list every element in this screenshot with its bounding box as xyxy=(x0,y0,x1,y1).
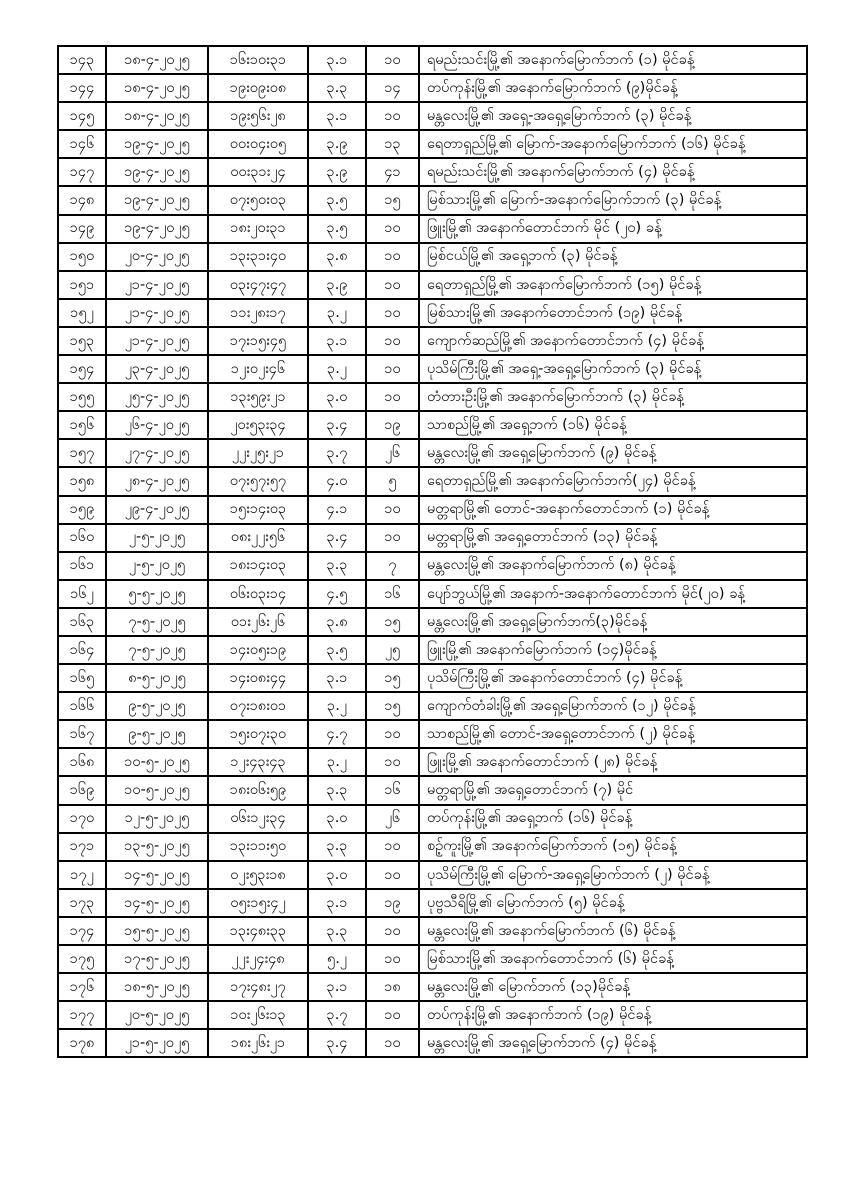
cell-magnitude: ၃.၁ xyxy=(308,327,366,355)
table-row xyxy=(58,1029,807,1057)
cell-time: ၂၂း၂၄း၄၈ xyxy=(208,945,308,973)
cell-no: ၁၄၄ xyxy=(58,74,106,102)
cell-time: ၀၆း၁၂း၃၄ xyxy=(208,805,308,833)
cell-no: ၁၆၂ xyxy=(58,580,106,608)
table-row xyxy=(58,973,807,1001)
cell-location: ကျောက်တံခါးမြို့၏ အရှေ့မြောက်ဘက် (၁၂) မိုင်ခန့် xyxy=(419,692,807,720)
table-row xyxy=(58,720,807,748)
cell-time: ၁၃း၃၁း၄၀ xyxy=(208,243,308,271)
cell-date: ၂၉-၄-၂၀၂၅ xyxy=(106,496,208,524)
cell-date: ၂-၅-၂၀၂၅ xyxy=(106,552,208,580)
cell-magnitude: ၃.၁ xyxy=(308,973,366,1001)
cell-location: မတ္တရာမြို့၏ တောင်-အနောက်တောင်ဘက် (၁) မိုင်ခန့် xyxy=(419,496,807,524)
cell-date: ၂-၅-၂၀၂၅ xyxy=(106,524,208,552)
cell-no: ၁၇၂ xyxy=(58,861,106,889)
cell-depth: ၁၅ xyxy=(366,608,419,636)
cell-location: ရမည်းသင်းမြို့၏ အနောက်မြောက်ဘက် (၄) မိုင်ခန့် xyxy=(419,158,807,186)
cell-date: ၈-၅-၂၀၂၅ xyxy=(106,664,208,692)
cell-magnitude: ၃.၃ xyxy=(308,776,366,804)
cell-magnitude: ၃.၀ xyxy=(308,861,366,889)
cell-magnitude: ၃.၂ xyxy=(308,299,366,327)
cell-magnitude: ၃.၃ xyxy=(308,833,366,861)
cell-no: ၁၅၇ xyxy=(58,439,106,467)
cell-magnitude: ၃.၃ xyxy=(308,74,366,102)
table-row xyxy=(58,186,807,214)
cell-no: ၁၅၉ xyxy=(58,496,106,524)
cell-depth: ၁၅ xyxy=(366,186,419,214)
cell-no: ၁၇၇ xyxy=(58,1001,106,1029)
table-row xyxy=(58,46,807,74)
cell-time: ၁၁း၂၈း၁၇ xyxy=(208,299,308,327)
cell-time: ၂၂း၂၅း၂၁ xyxy=(208,439,308,467)
cell-no: ၁၅၀ xyxy=(58,243,106,271)
cell-date: ၁၉-၄-၂၀၂၅ xyxy=(106,158,208,186)
cell-location: မတ္တရာမြို့၏ အရှေ့တောင်ဘက် (၁၃) မိုင်ခန့် xyxy=(419,524,807,552)
table-row xyxy=(58,355,807,383)
cell-location: တပ်ကုန်းမြို့၏ အရှေ့ဘက် (၁၆) မိုင်ခန့် xyxy=(419,805,807,833)
cell-depth: ၁၀ xyxy=(366,271,419,299)
cell-magnitude: ၃.၇ xyxy=(308,439,366,467)
table-row xyxy=(58,889,807,917)
cell-location: မတ္တရာမြို့၏ အရှေ့တောင်ဘက် (၇) မိုင် xyxy=(419,776,807,804)
cell-depth: ၁၀ xyxy=(366,917,419,945)
cell-depth: ၁၀ xyxy=(366,215,419,243)
cell-no: ၁၅၄ xyxy=(58,355,106,383)
cell-no: ၁၇၁ xyxy=(58,833,106,861)
table-row xyxy=(58,299,807,327)
table-row xyxy=(58,467,807,495)
cell-depth: ၁၉ xyxy=(366,411,419,439)
cell-no: ၁၇၄ xyxy=(58,917,106,945)
cell-date: ၇-၅-၂၀၂၅ xyxy=(106,608,208,636)
cell-magnitude: ၃.၁ xyxy=(308,102,366,130)
cell-location: တံတားဦးမြို့၏ အနောက်မြောက်ဘက် (၃) မိုင်ခန့် xyxy=(419,383,807,411)
cell-date: ၁၈-၄-၂၀၂၅ xyxy=(106,46,208,74)
cell-location: ရမည်းသင်းမြို့၏ အနောက်မြောက်ဘက် (၁) မိုင်ခန့် xyxy=(419,46,807,74)
cell-depth: ၅ xyxy=(366,467,419,495)
cell-location: ပုဗ္ဗသီရိမြို့၏ မြောက်ဘက် (၅) မိုင်ခန့် xyxy=(419,889,807,917)
table-row xyxy=(58,158,807,186)
cell-date: ၂၇-၄-၂၀၂၅ xyxy=(106,439,208,467)
cell-magnitude: ၄.၁ xyxy=(308,496,366,524)
cell-time: ၁၅း၀၇း၃၀ xyxy=(208,720,308,748)
cell-date: ၁၀-၅-၂၀၂၅ xyxy=(106,748,208,776)
cell-no: ၁၄၆ xyxy=(58,130,106,158)
table-row xyxy=(58,74,807,102)
cell-depth: ၁၀ xyxy=(366,1001,419,1029)
cell-location: တပ်ကုန်းမြို့၏ အနောက်မြောက်ဘက် (၉)မိုင်ခန့် xyxy=(419,74,807,102)
cell-depth: ၁၀ xyxy=(366,748,419,776)
cell-no: ၁၆၃ xyxy=(58,608,106,636)
cell-depth: ၁၀ xyxy=(366,861,419,889)
cell-magnitude: ၃.၈ xyxy=(308,608,366,636)
cell-magnitude: ၅.၂ xyxy=(308,945,366,973)
cell-date: ၂၆-၄-၂၀၂၅ xyxy=(106,411,208,439)
cell-depth: ၁၀ xyxy=(366,102,419,130)
cell-no: ၁၄၅ xyxy=(58,102,106,130)
cell-magnitude: ၃.၀ xyxy=(308,805,366,833)
cell-date: ၂၀-၄-၂၀၂၅ xyxy=(106,243,208,271)
table-row xyxy=(58,383,807,411)
table-row xyxy=(58,411,807,439)
cell-magnitude: ၃.၉ xyxy=(308,130,366,158)
cell-time: ၁၆း၁၀း၃၁ xyxy=(208,46,308,74)
cell-location: ပုသိမ်ကြီးမြို့၏ အရှေ့-အရှေ့မြောက်ဘက် (၃) မိုင်ခန့် xyxy=(419,355,807,383)
cell-no: ၁၄၉ xyxy=(58,215,106,243)
cell-time: ၀၃း၄၇း၄၇ xyxy=(208,271,308,299)
table-row xyxy=(58,1001,807,1029)
cell-no: ၁၇၀ xyxy=(58,805,106,833)
cell-location: မန္တလေးမြို့၏ အနောက်မြောက်ဘက် (၆) မိုင်ခန့် xyxy=(419,917,807,945)
cell-no: ၁၅၈ xyxy=(58,467,106,495)
cell-location: ရေတာရှည်မြို့၏ အနောက်မြောက်ဘက်(၂၄) မိုင်ခန့် xyxy=(419,467,807,495)
cell-time: ၀၁း၂၆း၂၆ xyxy=(208,608,308,636)
cell-time: ၁၉း၀၉း၀၈ xyxy=(208,74,308,102)
cell-location: ကျောက်ဆည်မြို့၏ အနောက်တောင်ဘက် (၄) မိုင်ခန့် xyxy=(419,327,807,355)
cell-magnitude: ၃.၅ xyxy=(308,215,366,243)
cell-date: ၂၁-၄-၂၀၂၅ xyxy=(106,299,208,327)
table-row xyxy=(58,496,807,524)
cell-date: ၁၄-၅-၂၀၂၅ xyxy=(106,861,208,889)
cell-magnitude: ၃.၉ xyxy=(308,158,366,186)
cell-depth: ၂၆ xyxy=(366,439,419,467)
cell-location: မြစ်ငယ်မြို့၏ အရှေ့ဘက် (၃) မိုင်ခန့် xyxy=(419,243,807,271)
cell-location: မန္တလေးမြို့၏ အရှေ့မြောက်ဘက်(၃)မိုင်ခန့် xyxy=(419,608,807,636)
table-row xyxy=(58,271,807,299)
cell-depth: ၁၀ xyxy=(366,496,419,524)
table-row xyxy=(58,636,807,664)
cell-magnitude: ၃.၀ xyxy=(308,383,366,411)
cell-location: မြစ်သားမြို့၏ အနောက်တောင်ဘက် (၁၉) မိုင်ခန့် xyxy=(419,299,807,327)
table-row xyxy=(58,524,807,552)
cell-depth: ၁၀ xyxy=(366,383,419,411)
cell-time: ၁၃း၄၈း၃၃ xyxy=(208,917,308,945)
cell-no: ၁၆၄ xyxy=(58,636,106,664)
cell-location: ပုသိမ်ကြီးမြို့၏ မြောက်-အရှေ့မြောက်ဘက် (၂) မိုင်ခန့် xyxy=(419,861,807,889)
table-wrap xyxy=(57,45,808,1058)
cell-date: ၂၈-၄-၂၀၂၅ xyxy=(106,467,208,495)
cell-magnitude: ၃.၃ xyxy=(308,917,366,945)
cell-no: ၁၄၃ xyxy=(58,46,106,74)
table-row xyxy=(58,945,807,973)
cell-magnitude: ၃.၇ xyxy=(308,1001,366,1029)
cell-magnitude: ၃.၁ xyxy=(308,46,366,74)
cell-location: စဉ့်ကူးမြို့၏ အနောက်မြောက်ဘက် (၁၅) မိုင်ခန့် xyxy=(419,833,807,861)
cell-location: မြစ်သားမြို့၏ မြောက်-အနောက်မြောက်ဘက် (၃) မိုင်ခန့် xyxy=(419,186,807,214)
cell-date: ၅-၅-၂၀၂၅ xyxy=(106,580,208,608)
table-row xyxy=(58,692,807,720)
cell-time: ၁၅း၁၄း၀၃ xyxy=(208,496,308,524)
table-row xyxy=(58,215,807,243)
cell-location: မန္တလေးမြို့၏ အရှေ့မြောက်ဘက် (၄) မိုင်ခန့် xyxy=(419,1029,807,1057)
cell-location: သာစည်မြို့၏ အရှေ့ဘက် (၁၆) မိုင်ခန့် xyxy=(419,411,807,439)
cell-date: ၁၈-၅-၂၀၂၅ xyxy=(106,973,208,1001)
cell-location: မန္တလေးမြို့၏ အရှေ့မြောက်ဘက် (၉) မိုင်ခန့် xyxy=(419,439,807,467)
table-row xyxy=(58,608,807,636)
cell-date: ၁၉-၄-၂၀၂၅ xyxy=(106,130,208,158)
cell-time: ၁၄း၀၈း၄၄ xyxy=(208,664,308,692)
table-row xyxy=(58,664,807,692)
cell-location: ရေတာရှည်မြို့၏ မြောက်-အနောက်မြောက်ဘက် (၁၆) မိုင်ခန့် xyxy=(419,130,807,158)
cell-location: ဖြူးမြို့၏ အနောက်တောင်ဘက် မိုင် (၂၀) ခန့် xyxy=(419,215,807,243)
table-row xyxy=(58,748,807,776)
cell-no: ၁၅၅ xyxy=(58,383,106,411)
earthquake-table-body xyxy=(58,46,807,1057)
cell-magnitude: ၃.၉ xyxy=(308,271,366,299)
cell-time: ၀၇း၅၀း၀၃ xyxy=(208,186,308,214)
cell-depth: ၁၀ xyxy=(366,1029,419,1057)
cell-depth: ၂၅ xyxy=(366,636,419,664)
cell-time: ၁၃း၁၁း၅၀ xyxy=(208,833,308,861)
cell-date: ၁၃-၅-၂၀၂၅ xyxy=(106,833,208,861)
cell-no: ၁၇၈ xyxy=(58,1029,106,1057)
cell-location: မန္တလေးမြို့၏ အရှေ့-အရှေ့မြောက်ဘက် (၃) မိုင်ခန့် xyxy=(419,102,807,130)
cell-magnitude: ၃.၃ xyxy=(308,552,366,580)
earthquake-table xyxy=(57,45,808,1058)
cell-no: ၁၆၈ xyxy=(58,748,106,776)
cell-time: ၀၀း၀၄း၀၅ xyxy=(208,130,308,158)
table-row xyxy=(58,580,807,608)
cell-no: ၁၄၈ xyxy=(58,186,106,214)
cell-magnitude: ၄.၅ xyxy=(308,580,366,608)
cell-date: ၂၅-၄-၂၀၂၅ xyxy=(106,383,208,411)
cell-no: ၁၆၅ xyxy=(58,664,106,692)
cell-time: ၀၂း၅၃း၁၈ xyxy=(208,861,308,889)
cell-date: ၁၅-၅-၂၀၂၅ xyxy=(106,917,208,945)
cell-location: တပ်ကုန်းမြို့၏ အနောက်ဘက် (၁၉) မိုင်ခန့် xyxy=(419,1001,807,1029)
table-row xyxy=(58,327,807,355)
cell-time: ၂၀း၅၃း၃၄ xyxy=(208,411,308,439)
cell-depth: ၁၄ xyxy=(366,74,419,102)
cell-time: ၁၃း၅၉း၂၁ xyxy=(208,383,308,411)
cell-no: ၁၅၆ xyxy=(58,411,106,439)
cell-location: မြစ်သားမြို့၏ အနောက်တောင်ဘက် (၆) မိုင်ခန့် xyxy=(419,945,807,973)
cell-date: ၁၈-၄-၂၀၂၅ xyxy=(106,74,208,102)
table-row xyxy=(58,130,807,158)
cell-depth: ၇ xyxy=(366,552,419,580)
cell-magnitude: ၄.၇ xyxy=(308,720,366,748)
cell-magnitude: ၃.၅ xyxy=(308,186,366,214)
cell-no: ၁၇၃ xyxy=(58,889,106,917)
cell-time: ၁၈း၂၀း၃၁ xyxy=(208,215,308,243)
cell-time: ၁၄း၀၅း၁၉ xyxy=(208,636,308,664)
cell-date: ၉-၅-၂၀၂၅ xyxy=(106,720,208,748)
cell-no: ၁၄၇ xyxy=(58,158,106,186)
cell-magnitude: ၃.၁ xyxy=(308,664,366,692)
cell-depth: ၁၈ xyxy=(366,973,419,1001)
cell-depth: ၁၅ xyxy=(366,692,419,720)
cell-date: ၁၇-၅-၂၀၂၅ xyxy=(106,945,208,973)
cell-location: သာစည်မြို့၏ တောင်-အရှေ့တောင်ဘက် (၂) မိုင်ခန့် xyxy=(419,720,807,748)
cell-no: ၁၆၆ xyxy=(58,692,106,720)
table-row xyxy=(58,243,807,271)
table-row xyxy=(58,439,807,467)
cell-time: ၀၅း၁၅း၄၂ xyxy=(208,889,308,917)
table-row xyxy=(58,805,807,833)
cell-magnitude: ၄.၀ xyxy=(308,467,366,495)
cell-depth: ၁၆ xyxy=(366,580,419,608)
cell-time: ၁၀း၂၆း၁၃ xyxy=(208,1001,308,1029)
cell-date: ၁၈-၄-၂၀၂၅ xyxy=(106,102,208,130)
cell-no: ၁၆၀ xyxy=(58,524,106,552)
cell-time: ၀၈း၂၂း၅၆ xyxy=(208,524,308,552)
cell-magnitude: ၃.၂ xyxy=(308,355,366,383)
cell-magnitude: ၃.၈ xyxy=(308,243,366,271)
cell-depth: ၁၉ xyxy=(366,889,419,917)
cell-magnitude: ၃.၁ xyxy=(308,889,366,917)
cell-depth: ၁၆ xyxy=(366,776,419,804)
table-row xyxy=(58,833,807,861)
cell-magnitude: ၃.၂ xyxy=(308,748,366,776)
cell-no: ၁၅၃ xyxy=(58,327,106,355)
cell-date: ၂၀-၅-၂၀၂၅ xyxy=(106,1001,208,1029)
cell-magnitude: ၃.၅ xyxy=(308,636,366,664)
cell-depth: ၁၀ xyxy=(366,327,419,355)
cell-magnitude: ၃.၄ xyxy=(308,1029,366,1057)
cell-no: ၁၆၁ xyxy=(58,552,106,580)
cell-time: ၁၇း၄၈း၂၇ xyxy=(208,973,308,1001)
cell-depth: ၁၀ xyxy=(366,46,419,74)
cell-no: ၁၇၅ xyxy=(58,945,106,973)
cell-depth: ၁၀ xyxy=(366,299,419,327)
cell-no: ၁၇၆ xyxy=(58,973,106,1001)
cell-time: ၁၈း၁၄း၀၃ xyxy=(208,552,308,580)
cell-time: ၀၀း၃၁း၂၄ xyxy=(208,158,308,186)
table-row xyxy=(58,552,807,580)
cell-location: ပုသိမ်ကြီးမြို့၏ အနောက်တောင်ဘက် (၄) မိုင်ခန့် xyxy=(419,664,807,692)
table-row xyxy=(58,917,807,945)
cell-location: မန္တလေးမြို့၏ အနောက်မြောက်ဘက် (၈) မိုင်ခန့် xyxy=(419,552,807,580)
cell-time: ၀၇း၅၇း၅၇ xyxy=(208,467,308,495)
cell-date: ၉-၅-၂၀၂၅ xyxy=(106,692,208,720)
cell-location: ရေတာရှည်မြို့၏ အနောက်မြောက်ဘက် (၁၅) မိုင်ခန့် xyxy=(419,271,807,299)
cell-magnitude: ၃.၄ xyxy=(308,411,366,439)
cell-date: ၁၉-၄-၂၀၂၅ xyxy=(106,215,208,243)
cell-time: ၁၈း၀၆း၅၉ xyxy=(208,776,308,804)
cell-location: ပျော်ဘွယ်မြို့၏ အနောက်-အနောက်တောင်ဘက် မိုင်(၂၀) ခန့် xyxy=(419,580,807,608)
cell-depth: ၁၀ xyxy=(366,524,419,552)
cell-location: ဖြူးမြို့၏ အနောက်မြောက်ဘက် (၁၄)မိုင်ခန့် xyxy=(419,636,807,664)
cell-no: ၁၅၁ xyxy=(58,271,106,299)
cell-date: ၇-၅-၂၀၂၅ xyxy=(106,636,208,664)
cell-location: ဖြူးမြို့၏ အနောက်တောင်ဘက် (၂၈) မိုင်ခန့် xyxy=(419,748,807,776)
cell-depth: ၄၁ xyxy=(366,158,419,186)
cell-magnitude: ၃.၂ xyxy=(308,692,366,720)
cell-date: ၂၁-၄-၂၀၂၅ xyxy=(106,327,208,355)
cell-time: ၁၉း၅၆း၂၈ xyxy=(208,102,308,130)
cell-time: ၁၂း၀၂း၄၆ xyxy=(208,355,308,383)
cell-date: ၁၄-၅-၂၀၂၅ xyxy=(106,889,208,917)
cell-no: ၁၆၉ xyxy=(58,776,106,804)
cell-no: ၁၆၇ xyxy=(58,720,106,748)
cell-depth: ၁၀ xyxy=(366,355,419,383)
table-row xyxy=(58,102,807,130)
cell-date: ၂၁-၅-၂၀၂၅ xyxy=(106,1029,208,1057)
cell-location: မန္တလေးမြို့၏ မြောက်ဘက် (၁၃)မိုင်ခန့် xyxy=(419,973,807,1001)
cell-date: ၁၀-၅-၂၀၂၅ xyxy=(106,776,208,804)
cell-depth: ၁၀ xyxy=(366,243,419,271)
cell-date: ၂၃-၄-၂၀၂၅ xyxy=(106,355,208,383)
cell-depth: ၁၃ xyxy=(366,130,419,158)
cell-time: ၁၈း၂၆း၂၁ xyxy=(208,1029,308,1057)
table-row xyxy=(58,776,807,804)
cell-depth: ၂၆ xyxy=(366,805,419,833)
cell-time: ၁၂း၄၃း၄၃ xyxy=(208,748,308,776)
cell-depth: ၁၀ xyxy=(366,720,419,748)
cell-depth: ၁၀ xyxy=(366,945,419,973)
cell-magnitude: ၃.၄ xyxy=(308,524,366,552)
cell-date: ၁၂-၅-၂၀၂၅ xyxy=(106,805,208,833)
cell-no: ၁၅၂ xyxy=(58,299,106,327)
cell-time: ၀၆း၀၃း၁၄ xyxy=(208,580,308,608)
cell-depth: ၁၀ xyxy=(366,833,419,861)
cell-time: ၁၇း၁၅း၄၅ xyxy=(208,327,308,355)
cell-date: ၂၁-၄-၂၀၂၅ xyxy=(106,271,208,299)
cell-time: ၀၇း၁၈း၀၁ xyxy=(208,692,308,720)
cell-date: ၁၉-၄-၂၀၂၅ xyxy=(106,186,208,214)
table-row xyxy=(58,861,807,889)
cell-depth: ၁၅ xyxy=(366,664,419,692)
